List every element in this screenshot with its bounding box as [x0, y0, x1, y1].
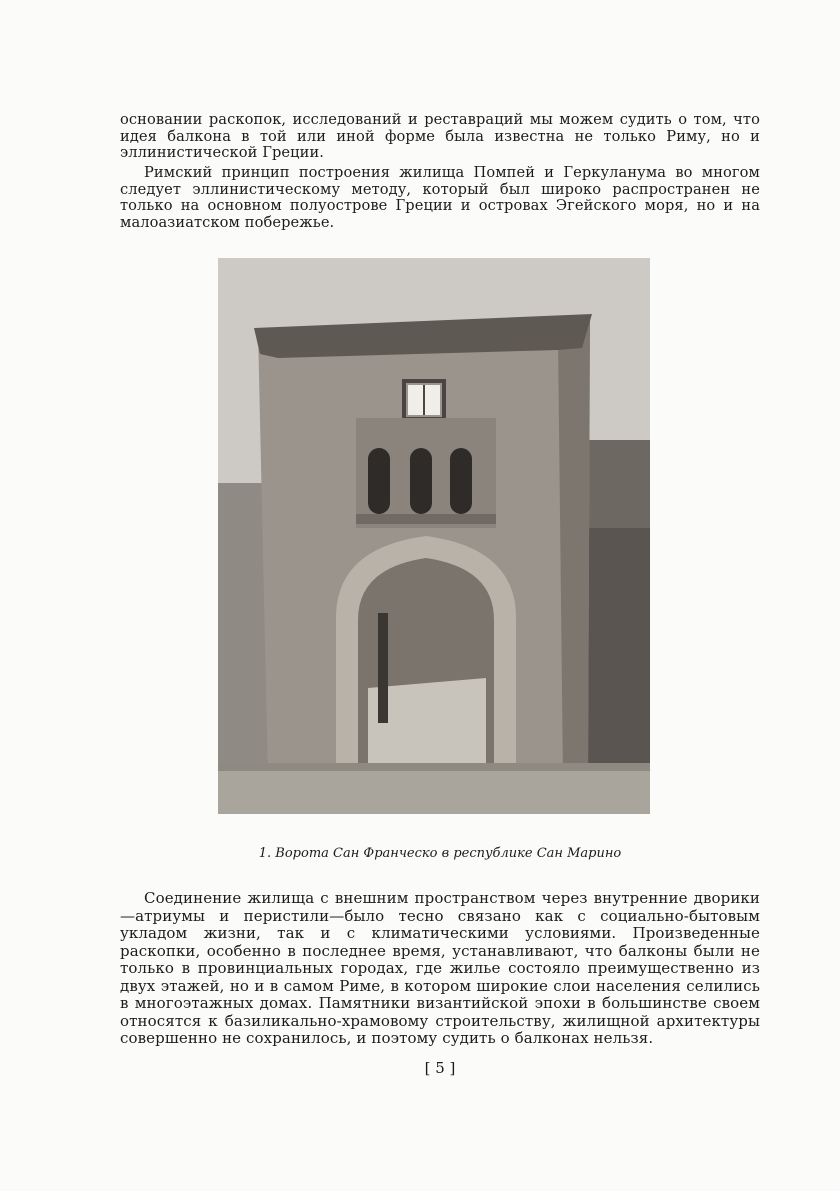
paragraph-roman-principle: Римский принцип построения жилища Помпей и Геркуланума во многом следует эллинистическому методу, который был широко распространен не только на основном полуострове Греции и островах Эгейского моря, но и на малоазиатском побережье. [120, 164, 760, 231]
gate-photo-icon [218, 258, 650, 814]
paragraph-continued: основании раскопок, исследований и реставраций мы можем судить о том, что идея балкона в той или иной форме была известна не только Риму, но и эллинистической Греции. [120, 111, 760, 161]
figure-photo [218, 258, 650, 814]
page-number: [ 5 ] [424, 1059, 456, 1077]
paragraph-courtyards: Соединение жилища с внешним пространством через внутренние дворики—атриумы и перистили—было тесно связано как с социально-бытовым укладом жизни, так и с климатическими условиями. Произведенные раскопки, особенно в последнее время, устанавливают, что балконы были не только в провинциальных городах, где жилье состояло преимущественно из двух этажей, но и в самом Риме, в котором широкие слои населения селились в многоэтажных домах. Памятники византийской эпохи в большинстве своем относятся к базиликально-храмовому строительству, жилищной архитектуры совершенно не сохранилось, и поэтому судить о балконах нельзя. [120, 889, 760, 1047]
figure-caption: 1. Ворота Сан Франческо в республике Сан Марино [258, 846, 622, 861]
